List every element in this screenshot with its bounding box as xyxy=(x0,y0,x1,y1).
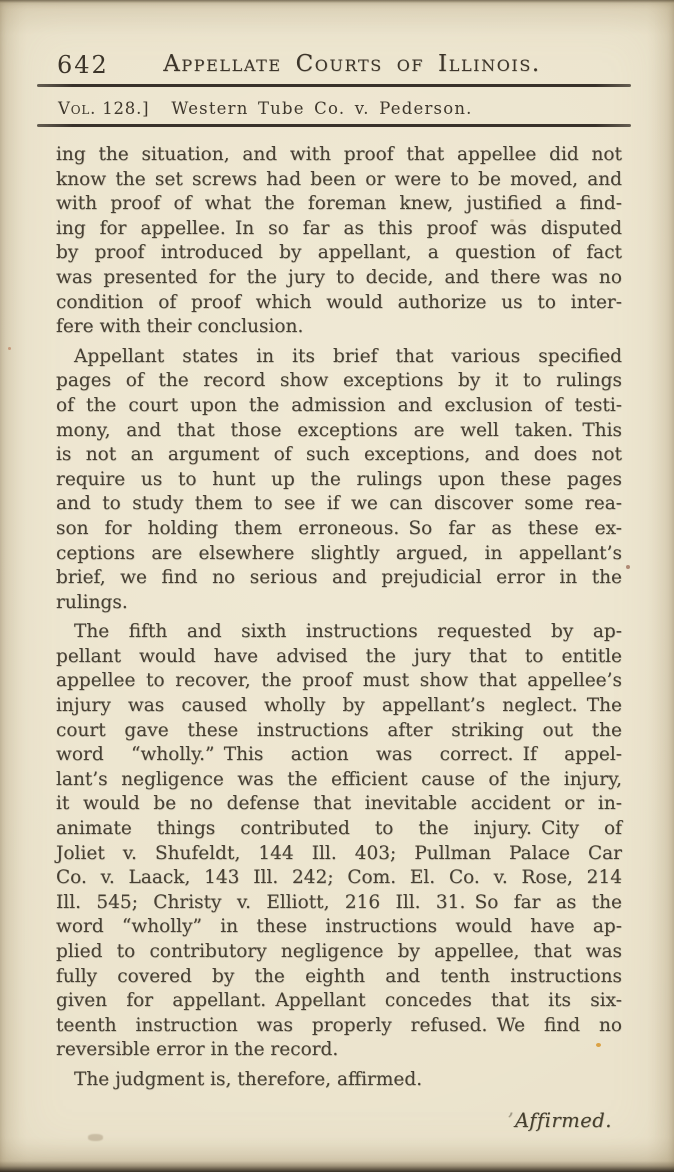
text-line: The fifth and sixth instructions requested by ap- xyxy=(74,621,622,643)
disposition: ’ Affirmed. xyxy=(507,1109,612,1132)
paper-smudge xyxy=(88,1134,103,1141)
text-line: mony, and that those exceptions are well taken. This xyxy=(56,419,622,441)
text-line: teenth instruction was properly refused. We find no xyxy=(56,1014,622,1036)
text-line: reversible error in the record. xyxy=(56,1039,339,1061)
text-line: plied to contributory negligence by appellee, that was xyxy=(56,941,622,962)
text-line: require us to hunt up the rulings upon these pages xyxy=(56,468,622,490)
text-line: and to study them to see if we can discover some rea- xyxy=(56,493,622,515)
text-line: fere with their conclusion. xyxy=(56,316,304,338)
scan-top-edge xyxy=(0,0,674,3)
text-line: animate things contributed to the injury. City of xyxy=(56,818,622,840)
paragraph xyxy=(56,620,622,1063)
text-line: pellant would have advised the jury that to entitle xyxy=(56,645,622,667)
text-line: brief, we find no serious and prejudicial error in the xyxy=(56,567,622,589)
text-line: condition of proof which would authorize us to inter- xyxy=(56,291,622,313)
ink-speck xyxy=(8,347,11,350)
scan-bottom-edge xyxy=(0,1161,674,1172)
text-line: Co. v. Laack, 143 Ill. 242; Com. El. Co. v. Rose, 214 xyxy=(56,867,622,889)
text-line: lant’s negligence was the efficient cause of the injury, xyxy=(56,768,622,790)
text-line: The judgment is, therefore, affirmed. xyxy=(74,1068,423,1090)
header-rule-bottom xyxy=(37,124,631,127)
text-line: son for holding them erroneous. So far as these ex- xyxy=(56,517,622,539)
page-number: 642 xyxy=(57,51,109,79)
text-line: ceptions are elsewhere slightly argued, in appellant’s xyxy=(56,542,622,564)
text-line: Appellant states in its brief that various specified xyxy=(74,345,622,367)
text-line: injury was caused wholly by appellant’s neglect. The xyxy=(56,695,622,717)
text-line: appellee to recover, the proof must show that appellee’s xyxy=(56,670,622,692)
text-line: ing the situation, and with proof that appellee did not xyxy=(56,144,622,165)
header-rule-top xyxy=(37,84,631,87)
text-line: is not an argument of such exceptions, and does not xyxy=(56,444,622,466)
paragraph xyxy=(56,345,622,616)
case-title: Western Tube Co. v. Pederson. xyxy=(171,99,473,118)
text-line: was presented for the jury to decide, and there was no xyxy=(56,266,622,288)
paragraph xyxy=(56,143,622,340)
text-line: know the set screws had been or were to be moved, and xyxy=(56,168,622,190)
running-title: Appellate Courts of Illinois. xyxy=(163,51,541,77)
text-line: given for appellant. Appellant concedes that its six- xyxy=(56,990,622,1012)
text-line: word “wholly.” This action was correct. If appel- xyxy=(56,744,622,766)
body-text xyxy=(56,143,622,1093)
text-line: court gave these instructions after striking out the xyxy=(56,719,622,741)
text-line: fully covered by the eighth and tenth instructions xyxy=(56,965,622,987)
text-line: ing for appellee. In so far as this proof was disputed xyxy=(56,217,622,239)
text-line: pages of the record show exceptions by it to rulings xyxy=(56,370,622,392)
paper-stain xyxy=(596,1043,601,1047)
volume-label: Vol. 128.] xyxy=(58,99,150,118)
text-line: Ill. 545; Christy v. Elliott, 216 Ill. 31. So far as the xyxy=(56,891,622,913)
text-line: Joliet v. Shufeldt, 144 Ill. 403; Pullman Palace Car xyxy=(56,842,622,864)
text-line: by proof introduced by appellant, a question of fact xyxy=(56,242,622,264)
text-line: it would be no defense that inevitable accident or in- xyxy=(56,793,622,815)
ink-speck xyxy=(510,219,514,222)
text-line: word “wholly” in these instructions would have ap- xyxy=(56,916,622,938)
text-line: rulings. xyxy=(56,591,128,613)
ink-speck xyxy=(626,565,630,569)
paragraph xyxy=(56,1068,622,1093)
text-line: of the court upon the admission and exclusion of testi- xyxy=(56,394,622,416)
text-line: with proof of what the foreman knew, justified a find- xyxy=(56,193,622,215)
